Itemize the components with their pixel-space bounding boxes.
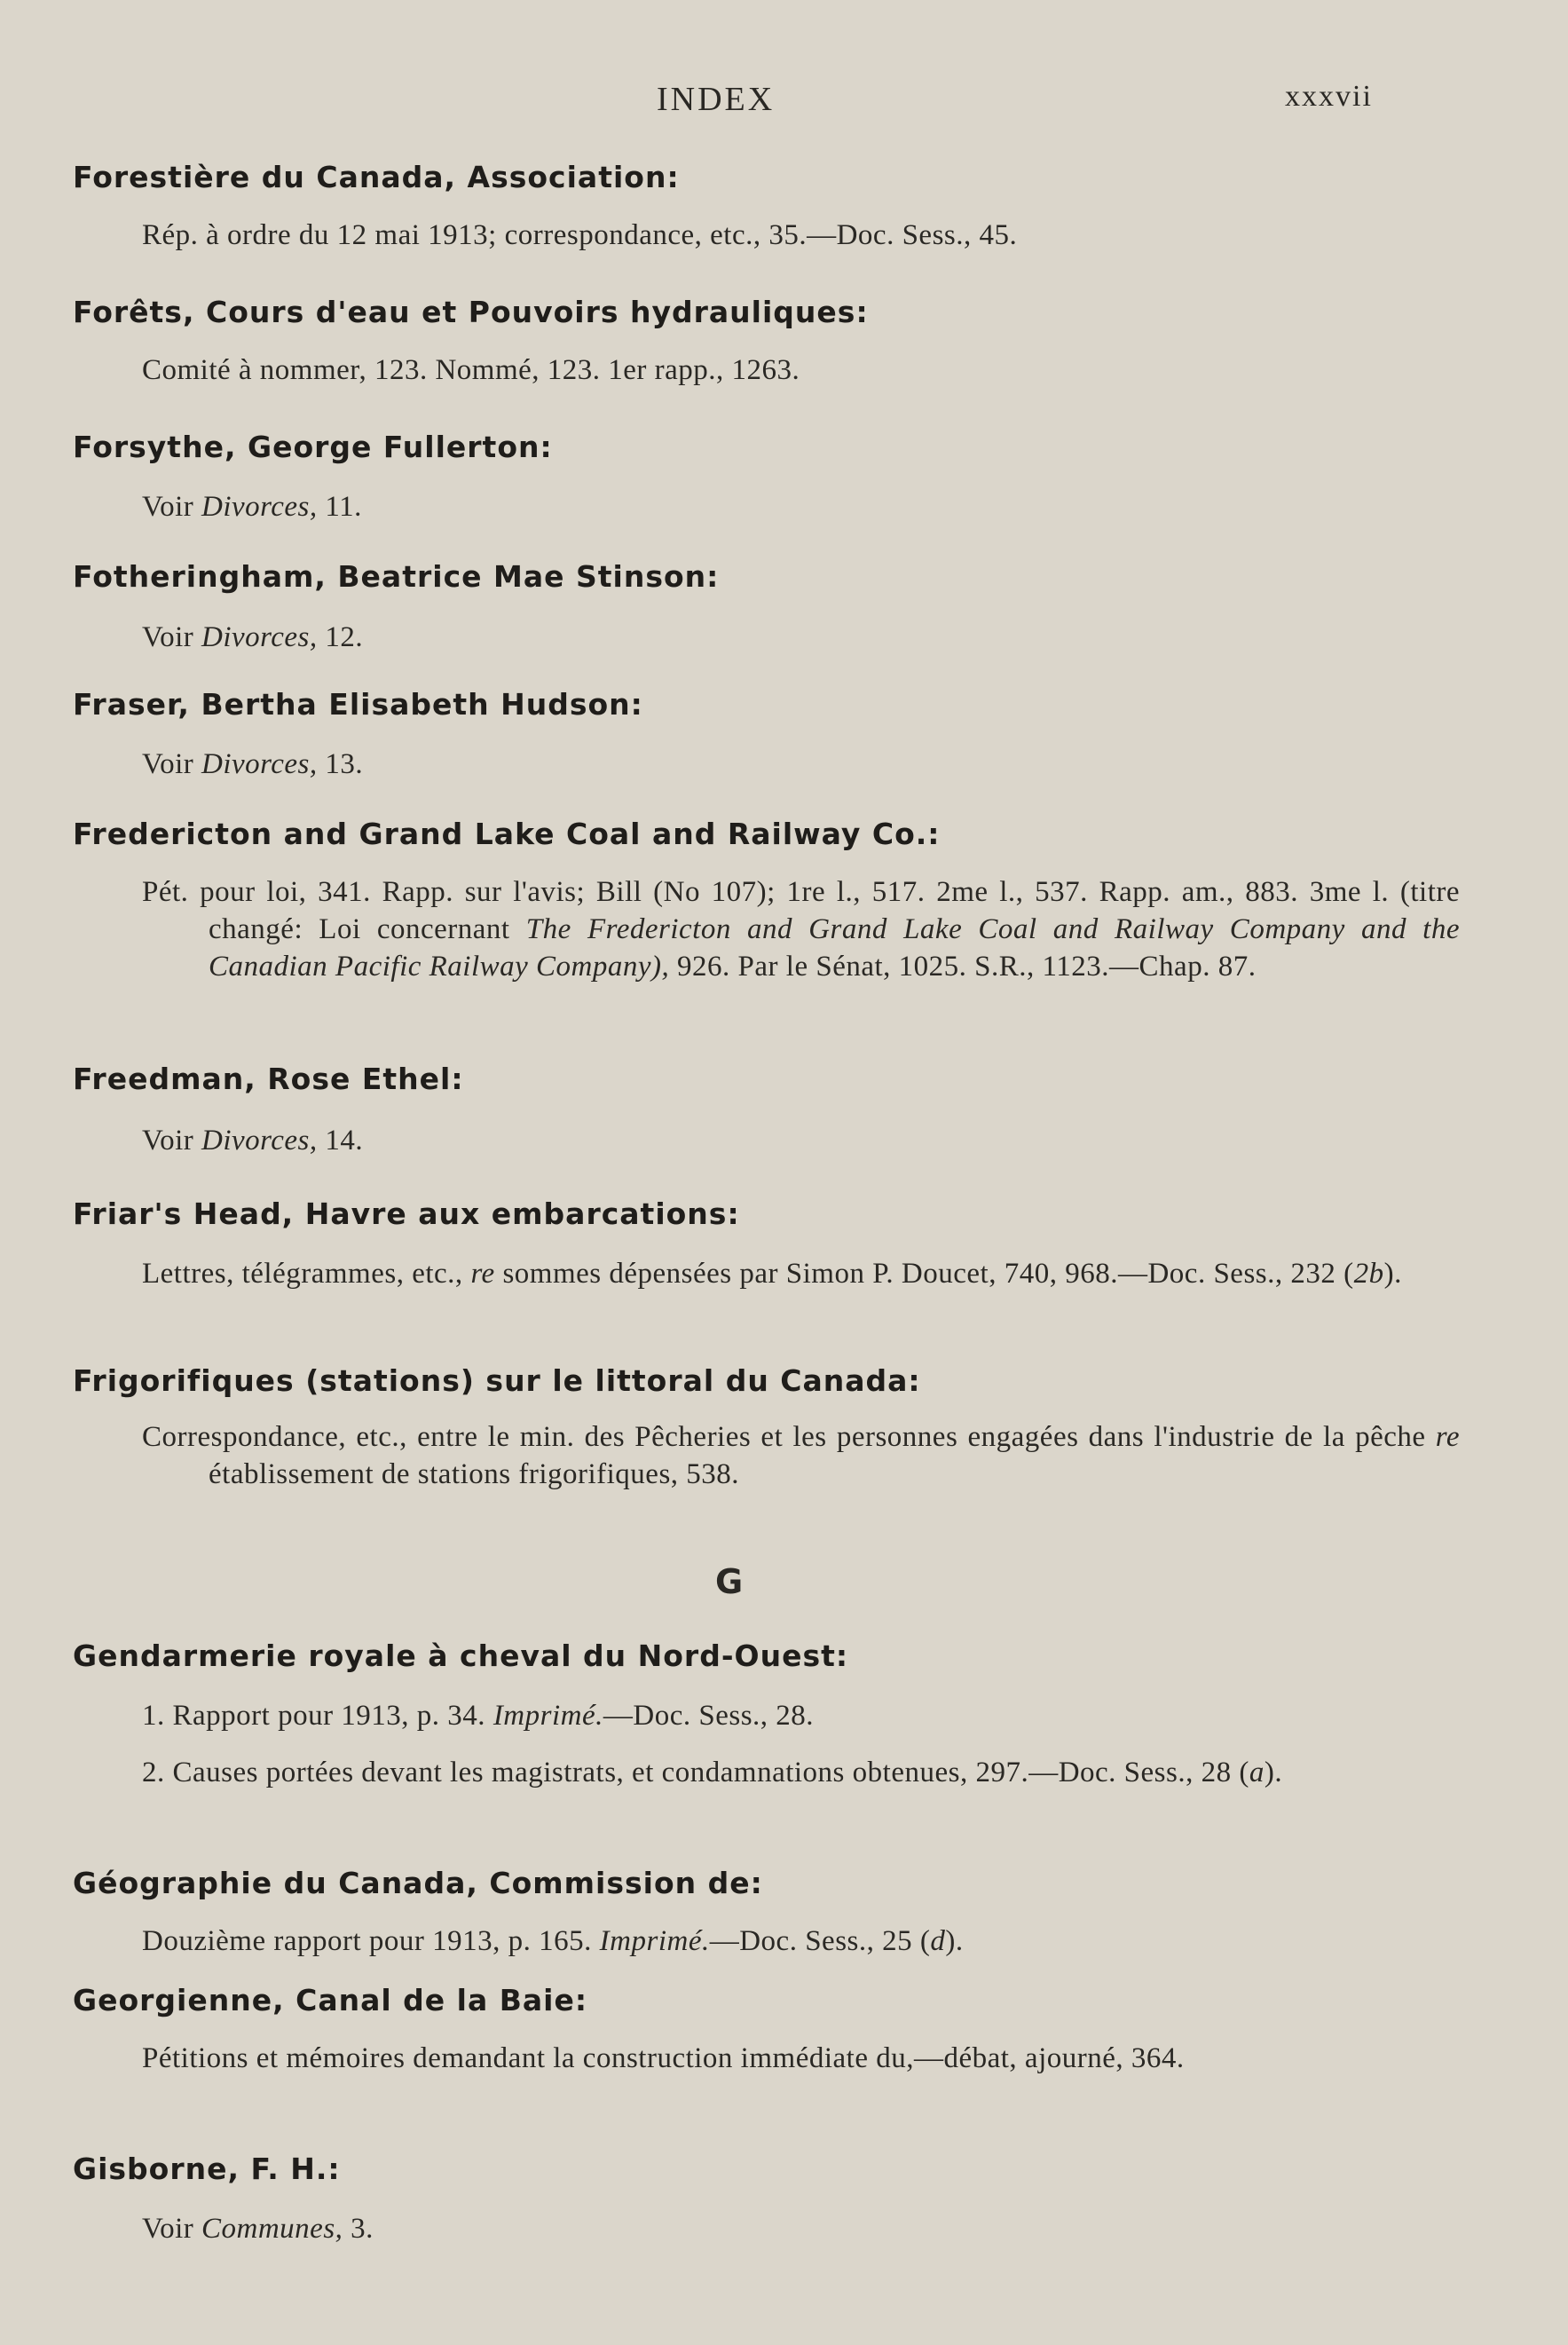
index-body: Pétitions et mémoires demandant la construction immédiate du,—débat, ajourné, 364. <box>142 2042 1185 2074</box>
page-number: xxxvii <box>1285 80 1373 113</box>
index-body: Rép. à ordre du 12 mai 1913; correspondance, etc., 35.—Doc. Sess., 45. <box>142 219 1018 251</box>
index-body: Douzième rapport pour 1913, p. 165. Imprimé.—Doc. Sess., 25 (d). <box>142 1925 964 1957</box>
index-body-item: 2. Causes portées devant les magistrats, et condamnations obtenues, 297.—Doc. Sess., 28 (a). <box>142 1757 1283 1788</box>
running-title: INDEX <box>657 81 776 118</box>
index-body-item: 1. Rapport pour 1913, p. 34. Imprimé.—Doc. Sess., 28. <box>142 1700 815 1732</box>
index-heading: Fredericton and Grand Lake Coal and Railway Co.: <box>73 817 941 851</box>
index-heading: Gisborne, F. H.: <box>73 2152 341 2186</box>
index-body: Voir Communes, 3. <box>142 2213 374 2245</box>
index-heading: Forêts, Cours d'eau et Pouvoirs hydrauliques: <box>73 295 869 329</box>
index-body: Lettres, télégrammes, etc., re sommes dépensées par Simon P. Doucet, 740, 968.—Doc. Sess., 232 (2b). <box>142 1258 1402 1290</box>
index-heading: Fraser, Bertha Elisabeth Hudson: <box>73 687 643 722</box>
index-heading: Friar's Head, Havre aux embarcations: <box>73 1196 740 1231</box>
index-body: Pét. pour loi, 341. Rapp. sur l'avis; Bill (No 107); 1re l., 517. 2me l., 537. Rapp. am., 883. 3me l. (titre changé: Loi concernant The Fredericton and Grand Lake Coal and Railway Company and the Canadian Pacific Railway Company), 926. Par le Sénat, 1025. S.R., 1123.—Chap. 87. <box>142 876 1460 983</box>
index-heading: Freedman, Rose Ethel: <box>73 1062 464 1096</box>
section-letter: G <box>715 1562 744 1601</box>
index-body: Voir Divorces, 11. <box>142 491 362 523</box>
index-body: Voir Divorces, 13. <box>142 748 364 780</box>
index-body: Comité à nommer, 123. Nommé, 123. 1er rapp., 1263. <box>142 354 800 386</box>
index-heading: Fotheringham, Beatrice Mae Stinson: <box>73 559 720 594</box>
index-heading: Gendarmerie royale à cheval du Nord-Ouest: <box>73 1638 849 1673</box>
index-body: Voir Divorces, 12. <box>142 621 364 653</box>
index-heading: Forsythe, George Fullerton: <box>73 430 553 464</box>
index-heading: Géographie du Canada, Commission de: <box>73 1866 763 1900</box>
index-body: Correspondance, etc., entre le min. des Pêcheries et les personnes engagées dans l'industrie de la pêche re établissement de stations frigorifiques, 538. <box>142 1421 1460 1490</box>
index-heading: Frigorifiques (stations) sur le littoral du Canada: <box>73 1363 921 1398</box>
index-heading: Forestière du Canada, Association: <box>73 160 680 194</box>
index-heading: Georgienne, Canal de la Baie: <box>73 1983 588 2017</box>
index-body: Voir Divorces, 14. <box>142 1125 364 1157</box>
page-header <box>0 80 1568 124</box>
